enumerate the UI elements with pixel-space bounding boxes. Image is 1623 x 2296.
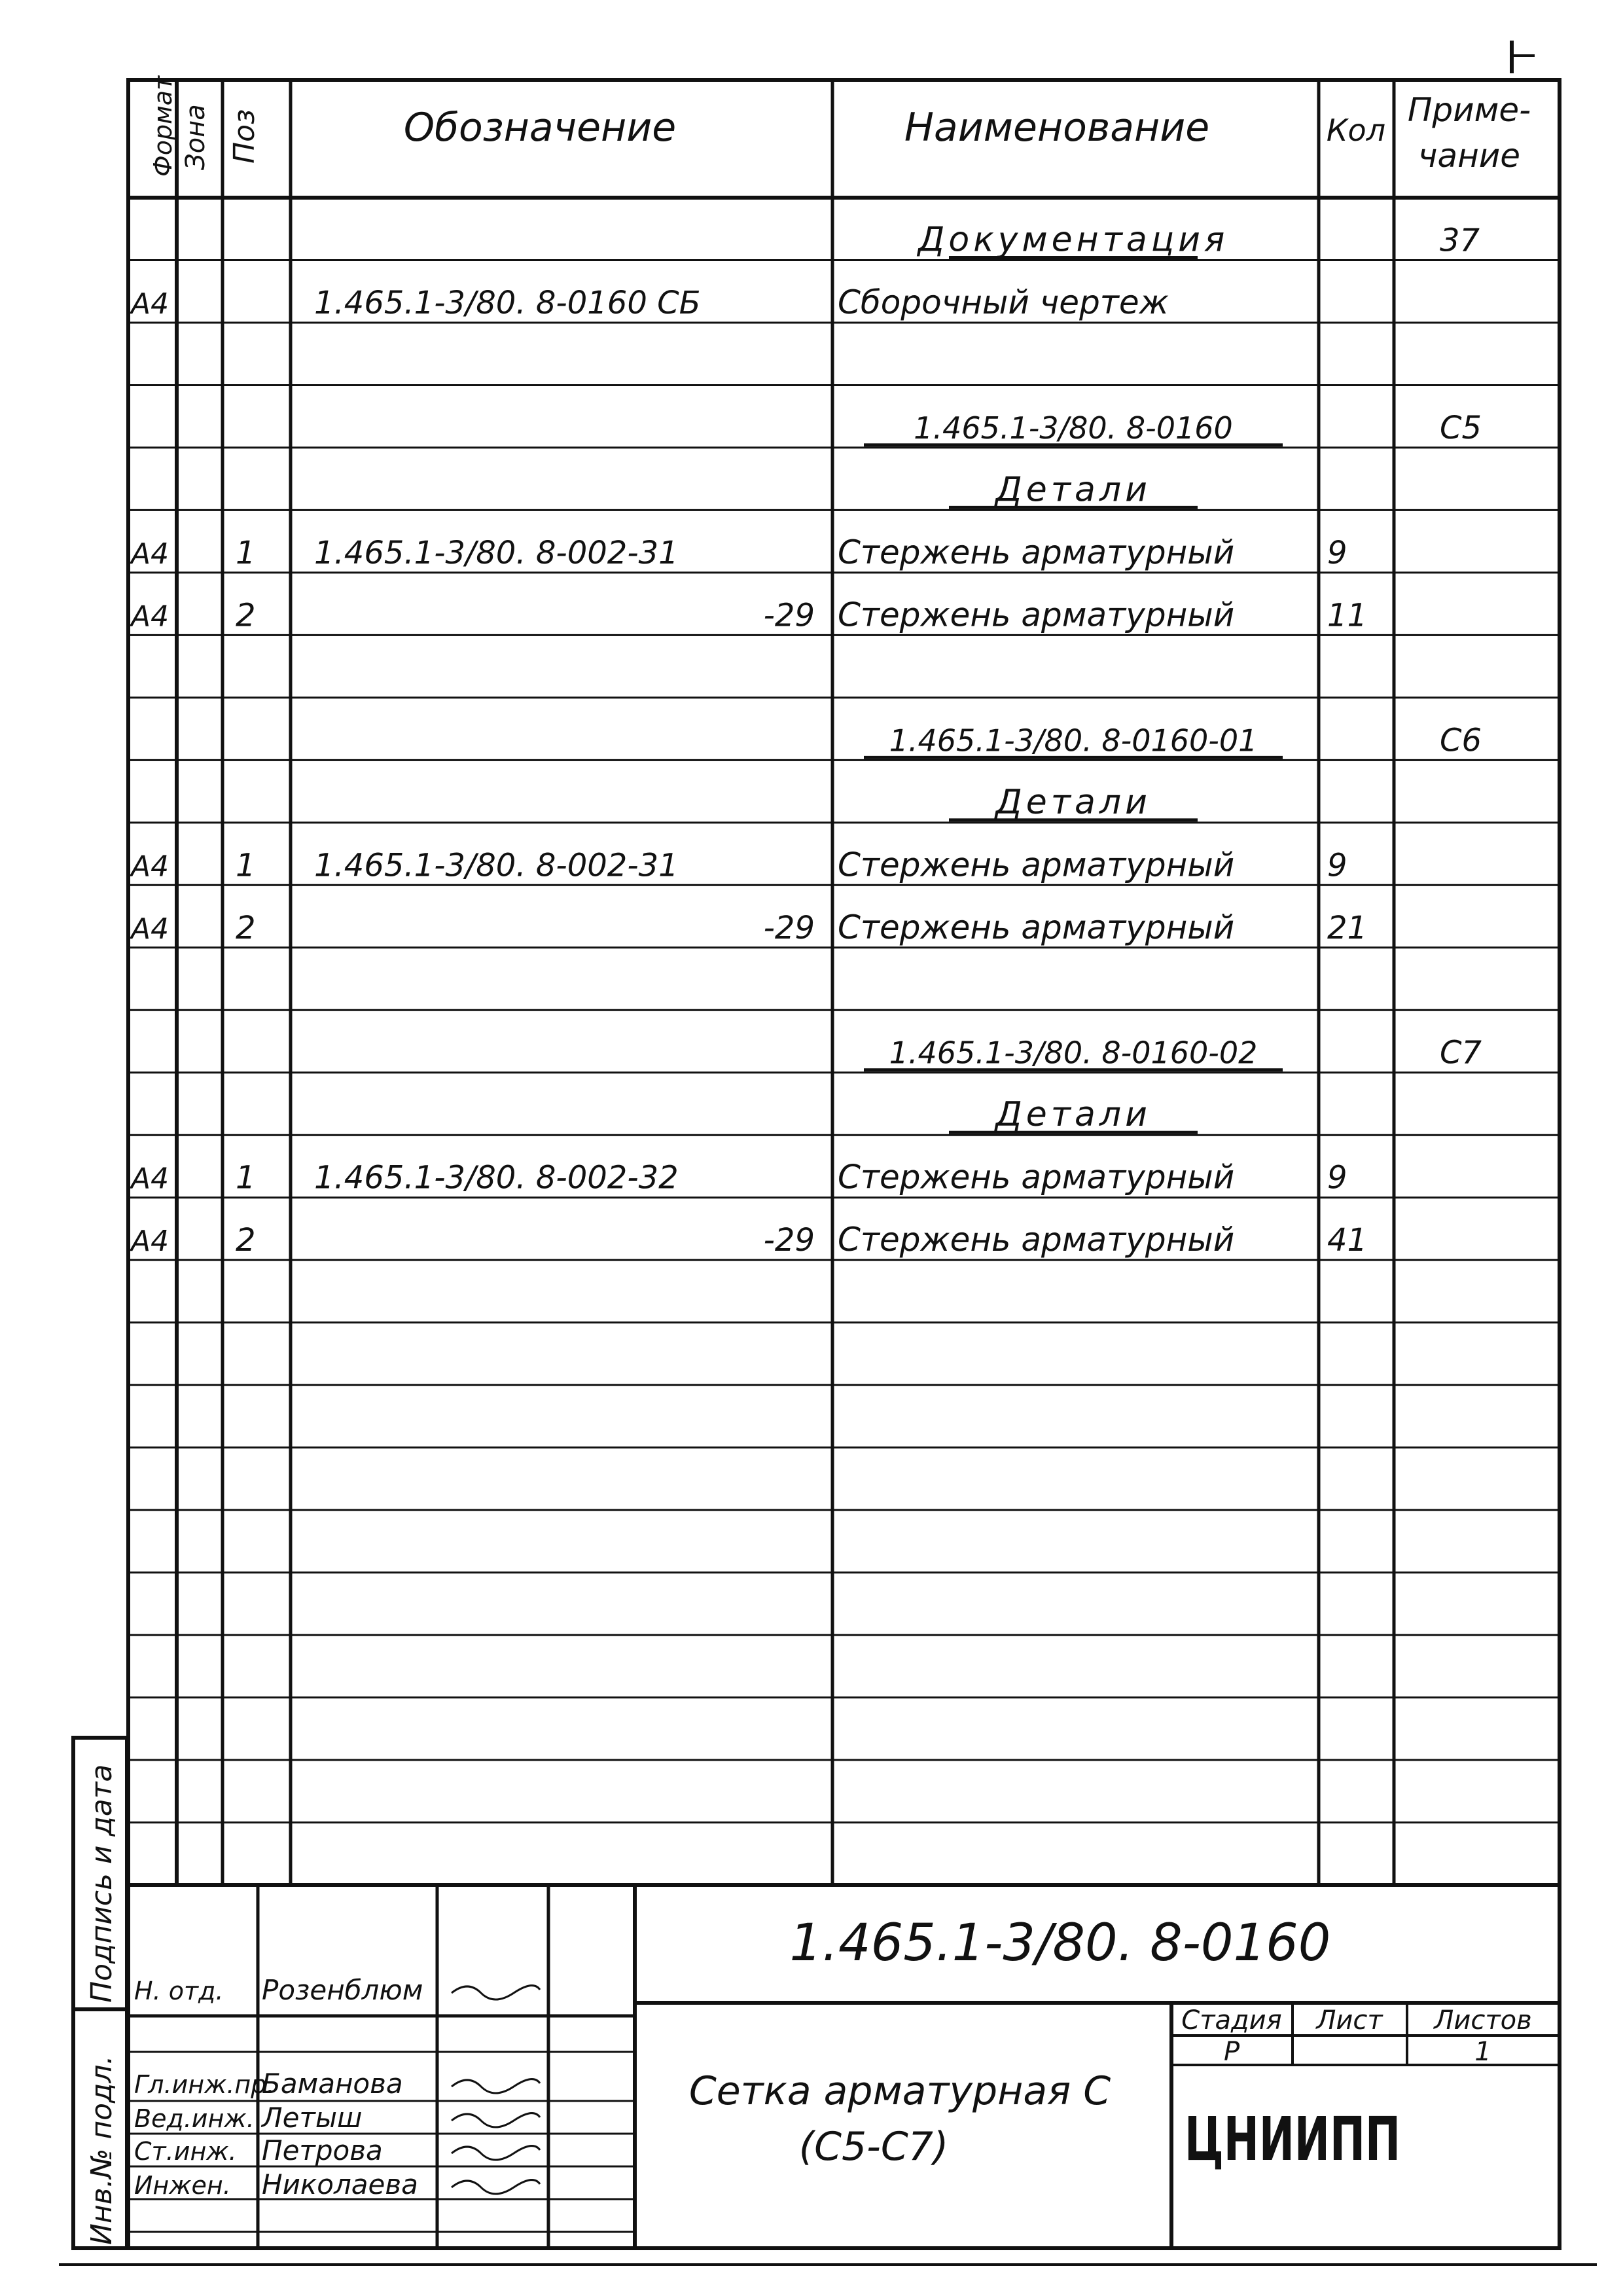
cell-designation: -29 <box>763 1222 815 1259</box>
table-row <box>949 470 1198 509</box>
stage-value: Р <box>1223 2037 1240 2067</box>
cell-designation: 1.465.1-3/80. 8-002-31 <box>314 534 679 571</box>
cell-name: Стержень арматурный <box>838 596 1235 634</box>
signer-row <box>134 1974 540 2006</box>
cell-name: 1.465.1-3/80. 8-0160-01 <box>889 723 1258 759</box>
cell-qty: 9 <box>1327 534 1347 571</box>
signer-role: Вед.инж. <box>134 2104 255 2133</box>
cell-designation: 1.465.1-3/80. 8-002-31 <box>314 847 679 884</box>
table-row <box>129 283 1169 321</box>
cell-note: 37 <box>1440 222 1480 259</box>
table-row <box>864 1035 1482 1071</box>
stage-label: Стадия <box>1181 2005 1282 2036</box>
cell-designation: -29 <box>763 597 815 634</box>
signer-role: Ст.инж. <box>134 2137 237 2166</box>
cell-name: Детали <box>995 1095 1151 1135</box>
cell-format: А4 <box>131 1162 169 1196</box>
side-signature-date: Подпись и дата <box>85 1764 118 2003</box>
header-note-2: чание <box>1418 137 1521 175</box>
signer-name: Баманова <box>262 2068 403 2100</box>
table-row <box>129 846 1347 884</box>
cell-name: Стержень арматурный <box>838 908 1235 946</box>
signer-role: Гл.инж.пр. <box>134 2070 275 2099</box>
cell-format: А4 <box>131 1225 169 1259</box>
table-row <box>864 410 1482 446</box>
table-frame <box>128 80 1560 1885</box>
signature <box>452 2079 540 2093</box>
sheets-value: 1 <box>1474 2037 1491 2067</box>
cell-qty: 11 <box>1327 597 1368 634</box>
table-row <box>864 722 1482 759</box>
signer-row <box>134 2068 540 2100</box>
cell-name: Детали <box>995 782 1151 822</box>
sheet-label: Лист <box>1316 2005 1383 2036</box>
cell-designation: 1.465.1-3/80. 8-002-32 <box>314 1159 679 1196</box>
sheets-label: Листов <box>1434 2005 1532 2036</box>
cell-pos: 1 <box>236 534 256 571</box>
signature <box>452 2146 540 2160</box>
table-grid <box>128 80 1560 1885</box>
signer-row <box>134 2168 540 2200</box>
header-note-1: Приме- <box>1407 91 1531 129</box>
cell-name: 1.465.1-3/80. 8-0160-02 <box>889 1035 1258 1071</box>
table-row <box>129 533 1347 571</box>
signer-name: Петрова <box>262 2134 383 2166</box>
table-row <box>949 1095 1198 1134</box>
cell-name: Стержень арматурный <box>838 1221 1235 1259</box>
cell-name: Детали <box>995 470 1151 510</box>
signature <box>452 2180 540 2194</box>
cell-qty: 21 <box>1327 909 1368 946</box>
cell-format: А4 <box>131 850 169 884</box>
table-header <box>149 75 1531 177</box>
table-row <box>129 596 1367 634</box>
cell-pos: 2 <box>236 597 256 634</box>
cell-format: А4 <box>131 600 169 634</box>
signer-role: Инжен. <box>134 2171 231 2200</box>
table-row <box>129 908 1367 946</box>
table-row <box>129 1221 1367 1259</box>
doc-number: 1.465.1-3/80. 8-0160 <box>789 1914 1331 1973</box>
signer-name: Николаева <box>262 2168 418 2200</box>
cell-name: Стержень арматурный <box>838 533 1235 571</box>
signer-row <box>134 2102 540 2134</box>
title-line-2: (С5-С7) <box>798 2124 949 2170</box>
signature <box>452 1986 540 2000</box>
cell-pos: 2 <box>236 1222 256 1259</box>
side-stamp <box>73 1738 127 2248</box>
title-block <box>128 1885 1560 2248</box>
signer-role: Н. отд. <box>134 1977 224 2005</box>
cell-note: С6 <box>1440 722 1482 759</box>
cell-pos: 1 <box>236 847 256 884</box>
title-line-1: Сетка арматурная С <box>688 2068 1111 2114</box>
cell-qty: 9 <box>1327 847 1347 884</box>
header-pos: Поз <box>228 109 261 164</box>
cell-pos: 2 <box>236 909 256 946</box>
cell-name: Стержень арматурный <box>838 1158 1235 1196</box>
cell-format: А4 <box>131 537 169 571</box>
cell-note: С7 <box>1440 1034 1482 1071</box>
signer-row <box>134 2134 540 2166</box>
cell-pos: 1 <box>236 1159 256 1196</box>
cell-designation: -29 <box>763 909 815 946</box>
table-body <box>129 220 1482 1259</box>
header-format: Формат <box>149 75 177 177</box>
table-row <box>949 783 1198 822</box>
signer-name: Летыш <box>262 2102 363 2134</box>
table-row <box>129 1158 1347 1196</box>
cell-qty: 41 <box>1327 1222 1368 1259</box>
cell-name: Сборочный чертеж <box>838 283 1169 321</box>
signer-name: Розенблюм <box>262 1974 423 2006</box>
org-name: ЦНИИПП <box>1185 2104 1400 2174</box>
signature <box>452 2113 540 2127</box>
cell-name: 1.465.1-3/80. 8-0160 <box>914 410 1233 446</box>
header-name: Наименование <box>904 105 1210 151</box>
cell-designation: 1.465.1-3/80. 8-0160 СБ <box>314 284 701 321</box>
cell-name: Документация <box>918 220 1229 260</box>
cell-name: Стержень арматурный <box>838 846 1235 884</box>
side-inv-no: Инв.№ подл. <box>85 2055 118 2245</box>
cell-qty: 9 <box>1327 1159 1347 1196</box>
cell-note: С5 <box>1440 409 1482 446</box>
cell-format: А4 <box>131 912 169 946</box>
header-zone: Зона <box>181 104 211 170</box>
header-designation: Обозначение <box>403 105 677 151</box>
cell-format: А4 <box>131 287 169 321</box>
header-qty: Кол <box>1326 113 1386 148</box>
